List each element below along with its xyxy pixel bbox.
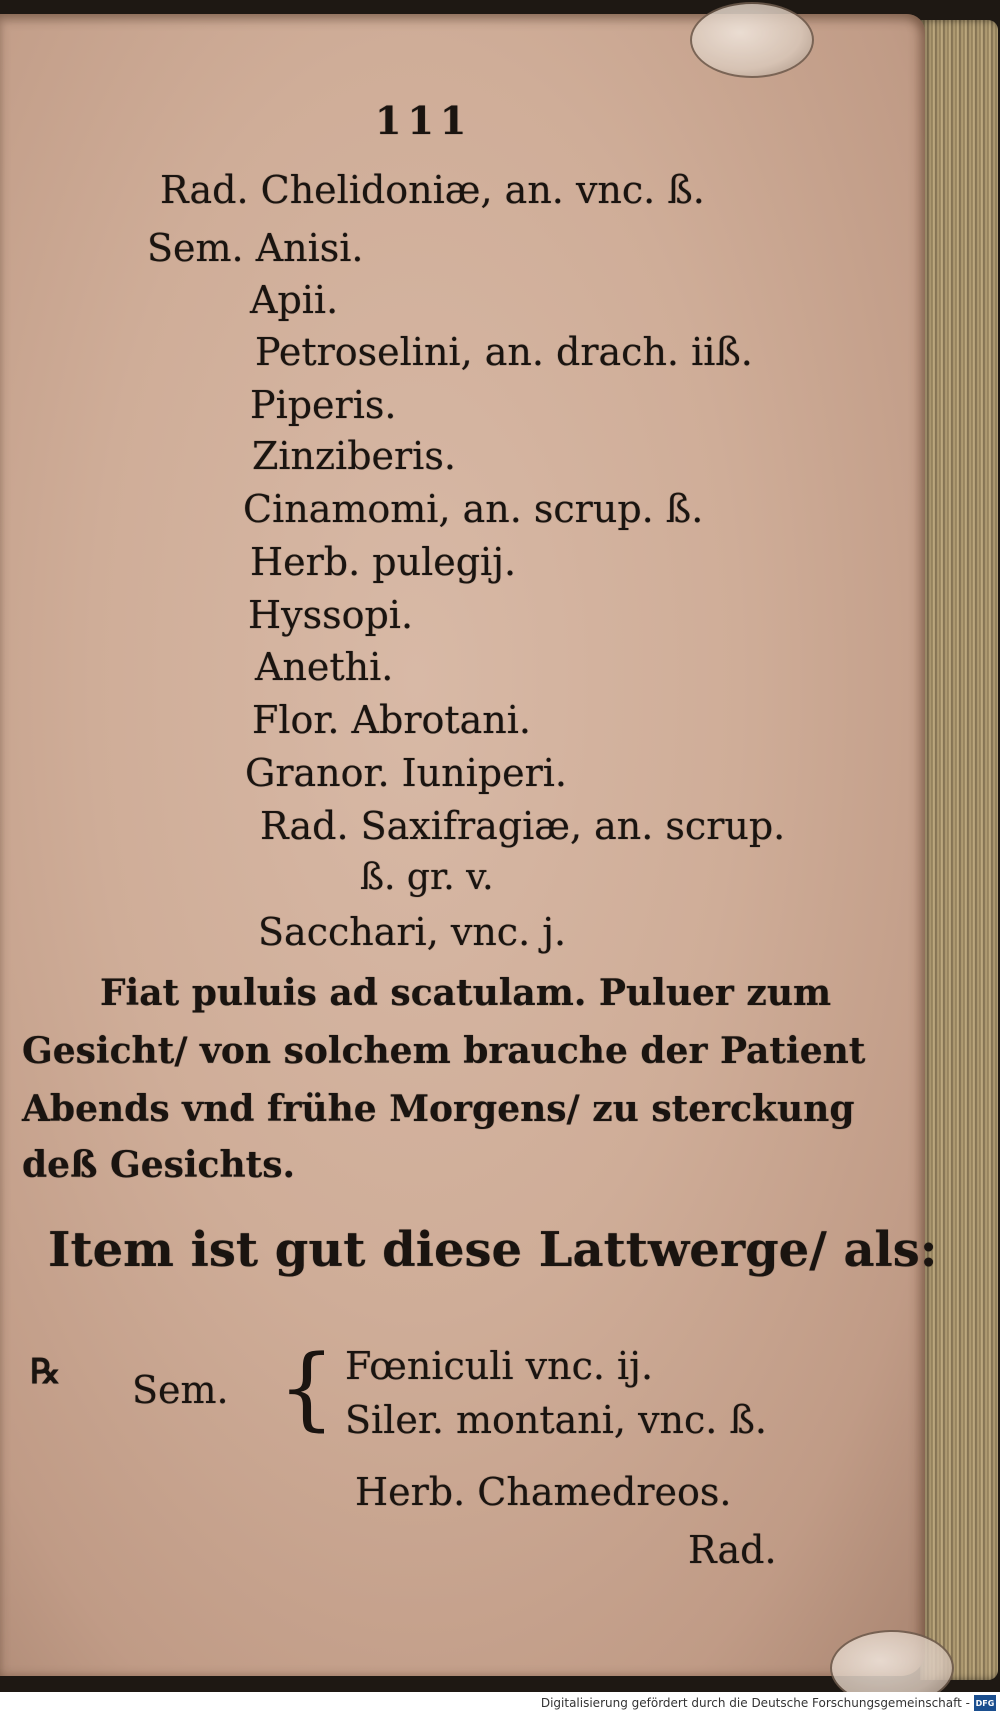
text-line: Abends vnd frühe Morgens/ zu sterckung	[22, 1088, 855, 1130]
book-page-edges	[920, 20, 998, 1680]
paper-clip-top	[690, 2, 814, 78]
catchword: Rad.	[688, 1528, 777, 1572]
section-heading: Item ist gut diese Lattwerge/ als:	[48, 1222, 938, 1278]
text-line: Fœniculi vnc. ij.	[345, 1344, 654, 1388]
text-line: Sem.	[132, 1368, 229, 1412]
text-line: Flor. Abrotani.	[252, 698, 531, 742]
text-line: deß Gesichts.	[22, 1144, 296, 1186]
text-line: Anethi.	[255, 645, 394, 689]
text-line: Herb. Chamedreos.	[355, 1470, 732, 1514]
text-line: Fiat puluis ad scatulam. Puluer zum	[100, 972, 832, 1014]
text-line: Gesicht/ von solchem brauche der Patient	[22, 1030, 866, 1072]
recipe-symbol: ℞	[30, 1352, 61, 1392]
text-line: Sem. Anisi.	[147, 226, 364, 270]
text-line: Sacchari, vnc. j.	[258, 910, 567, 954]
footer-bar	[0, 1692, 1000, 1715]
page-number: 111	[375, 98, 473, 143]
text-line: Herb. pulegij.	[250, 540, 517, 584]
footer-credit: Digitalisierung gefördert durch die Deutsche Forschungsgemeinschaft -	[540, 1696, 970, 1710]
text-line: Siler. montani, vnc. ß.	[345, 1398, 767, 1442]
text-line: Cinamomi, an. scrup. ß.	[243, 487, 704, 531]
brace-symbol: {	[278, 1336, 336, 1441]
text-line: Rad. Saxifragiæ, an. scrup.	[260, 804, 786, 848]
text-line: Granor. Iuniperi.	[245, 751, 567, 795]
text-line: Zinziberis.	[252, 434, 456, 478]
text-line: Apii.	[250, 278, 339, 322]
dfg-logo: DFG	[974, 1695, 996, 1711]
text-line: Hyssopi.	[248, 593, 414, 637]
text-line: ß. gr. v.	[360, 857, 494, 898]
text-line: Piperis.	[250, 383, 397, 427]
text-line: Petroselini, an. drach. iiß.	[255, 330, 753, 374]
text-line: Rad. Chelidoniæ, an. vnc. ß.	[160, 168, 705, 212]
